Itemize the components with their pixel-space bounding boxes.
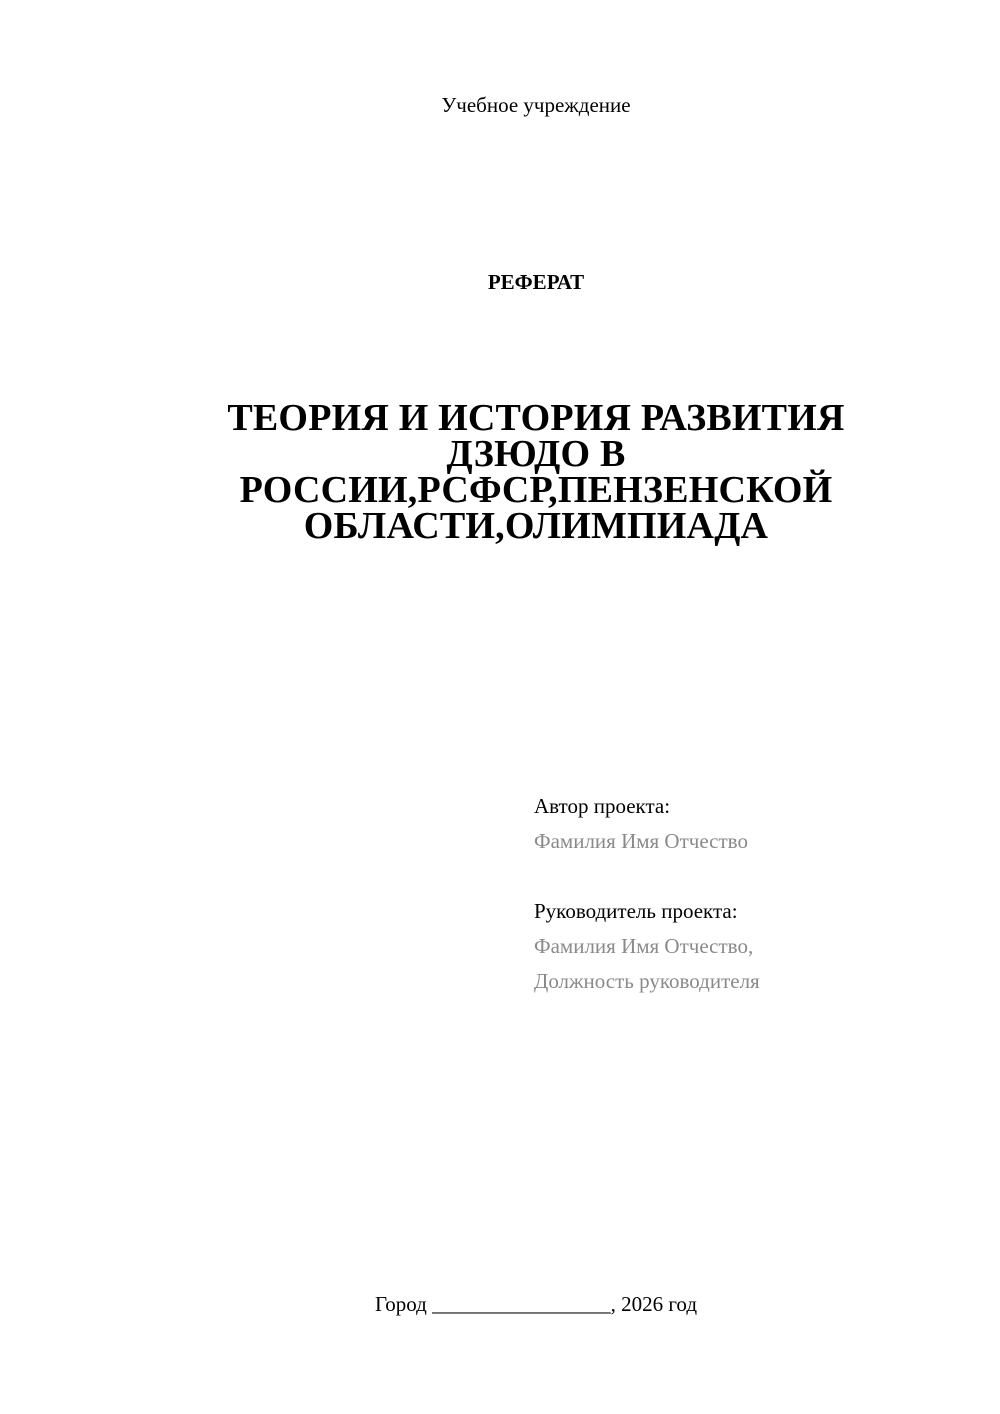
supervisor-position-placeholder: Должность руководителя [534,969,760,993]
author-label: Автор проекта: [534,794,671,818]
credits-block [534,789,974,999]
city-year-line: Город _________________, 2026 год [374,1292,698,1316]
supervisor-name-placeholder: Фамилия Имя Отчество, [534,934,754,958]
title-line: ТЕОРИЯ И ИСТОРИЯ РАЗВИТИЯ [227,397,845,439]
spacer [534,859,974,894]
title-line: ОБЛАСТИ,ОЛИМПИАДА [303,505,769,547]
title-line: РОССИИ,РСФСР,ПЕНЗЕНСКОЙ [239,469,833,511]
institution-name: Учебное учреждение [441,93,631,117]
document-type: РЕФЕРАТ [487,270,585,294]
title-line: ДЗЮДО В [446,433,626,475]
supervisor-label: Руководитель проекта: [534,899,738,923]
document-title [186,397,886,547]
author-name-placeholder: Фамилия Имя Отчество [534,829,748,853]
